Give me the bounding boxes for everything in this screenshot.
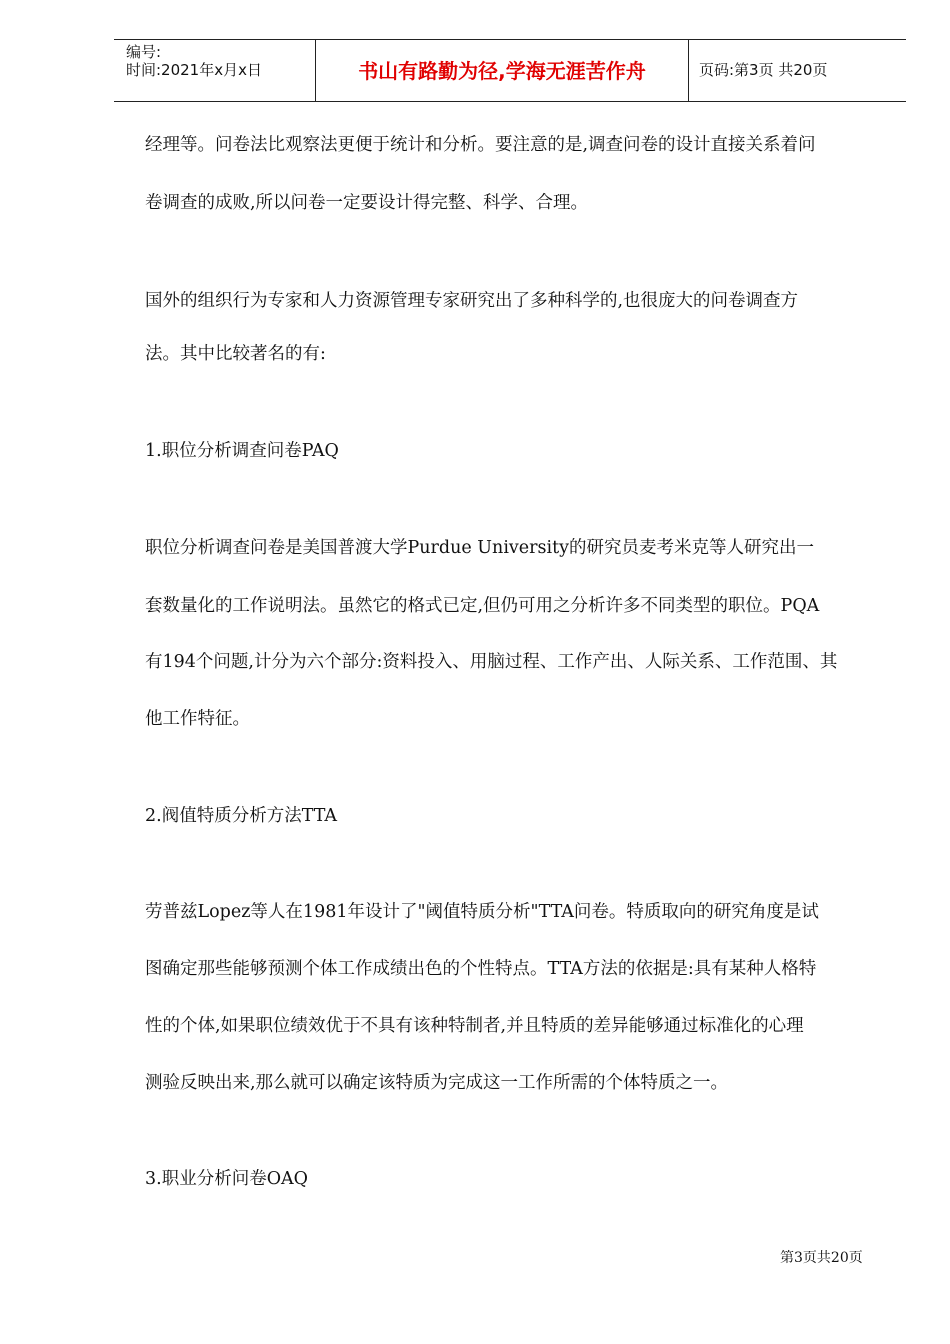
section-heading: 2.阀值特质分析方法TTA <box>145 806 338 826</box>
page-header <box>114 39 906 102</box>
header-page-code: 页码:第3页 共20页 <box>699 61 828 79</box>
document-number-label: 编号: <box>126 43 162 61</box>
body-line: 国外的组织行为专家和人力资源管理专家研究出了多种科学的,也很庞大的问卷调查方 <box>145 291 799 311</box>
body-line: 卷调查的成败,所以问卷一定要设计得完整、科学、合理。 <box>145 193 589 213</box>
header-motto-cell <box>316 40 689 101</box>
body-line: 测验反映出来,那么就可以确定该特质为完成这一工作所需的个体特质之一。 <box>145 1073 729 1093</box>
body-line: 他工作特征。 <box>145 709 250 729</box>
page-footer: 第3页共20页 <box>780 1250 863 1266</box>
header-info-cell <box>114 40 316 101</box>
section-heading: 3.职业分析问卷OAQ <box>145 1169 309 1189</box>
header-motto: 书山有路勤为径,学海无涯苦作舟 <box>358 59 646 83</box>
body-line: 劳普兹Lopez等人在1981年设计了"阈值特质分析"TTA问卷。特质取向的研究角度是试 <box>145 902 819 922</box>
body-line: 套数量化的工作说明法。虽然它的格式已定,但仍可用之分析许多不同类型的职位。PQA <box>145 596 820 616</box>
section-heading: 1.职位分析调查问卷PAQ <box>145 441 339 461</box>
document-time-label: 时间:2021年x月x日 <box>126 61 262 79</box>
header-page-cell <box>689 40 906 101</box>
body-line: 法。其中比较著名的有: <box>145 344 326 364</box>
body-line: 性的个体,如果职位绩效优于不具有该种特制者,并且特质的差异能够通过标准化的心理 <box>145 1016 804 1036</box>
body-line: 职位分析调查问卷是美国普渡大学Purdue University的研究员麦考米克等人研究出一 <box>145 538 815 558</box>
body-line: 图确定那些能够预测个体工作成绩出色的个性特点。TTA方法的依据是:具有某种人格特 <box>145 959 817 979</box>
body-line: 经理等。问卷法比观察法更便于统计和分析。要注意的是,调查问卷的设计直接关系着问 <box>145 135 816 155</box>
body-line: 有194个问题,计分为六个部分:资料投入、用脑过程、工作产出、人际关系、工作范围、其 <box>145 652 838 672</box>
